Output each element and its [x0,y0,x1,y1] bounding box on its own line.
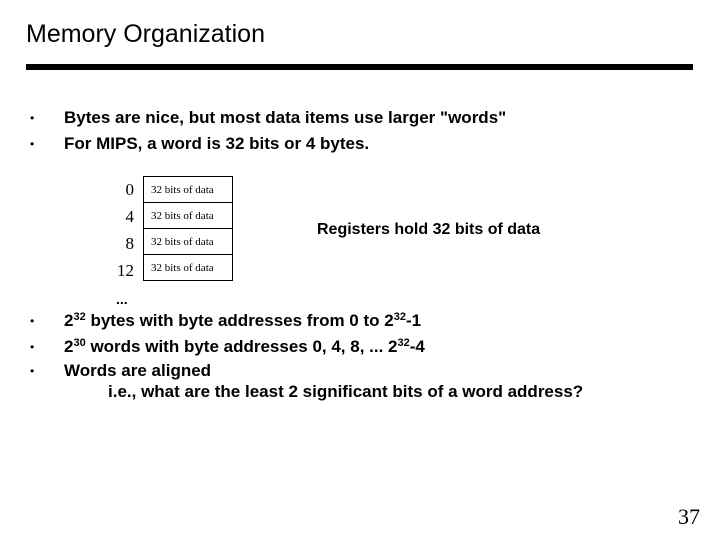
bullet-marker: • [30,364,35,378]
memory-ellipsis: ... [116,291,128,307]
title-divider [26,64,693,70]
memory-word-cell: 32 bits of data [144,203,232,229]
memory-word-cell: 32 bits of data [144,177,232,203]
address-label: 0 [125,180,134,199]
bullet-marker: • [30,137,35,151]
bullet-marker: • [30,340,35,354]
bullet-marker: • [30,314,35,328]
page-number: 37 [678,504,700,529]
bullet-text: Bytes are nice, but most data items use larger "words" [64,108,507,127]
registers-note: Registers hold 32 bits of data [317,221,541,238]
bullet-text: $2^{30}$ words with byte addresses 0, 4, 8, ... $2^{32}-4$ [64,337,425,356]
address-label: 12 [117,261,134,280]
bullet-text: For MIPS, a word is 32 bits or 4 bytes. [64,134,370,153]
address-label: 8 [125,234,134,253]
bullet-text: $2^{32}$ bytes with byte addresses from 0 to $2^{32}-1$ [64,311,422,330]
memory-word-cell: 32 bits of data [144,229,232,255]
slide-title: Memory Organization [26,20,265,48]
memory-words-table [143,176,233,281]
sub-question: i.e., what are the least 2 significant bits of a word address? [108,382,584,401]
address-label: 4 [125,207,134,226]
bullet-text: Words are aligned [64,361,212,380]
bullet-marker: • [30,111,35,125]
memory-word-cell: 32 bits of data [144,255,232,281]
